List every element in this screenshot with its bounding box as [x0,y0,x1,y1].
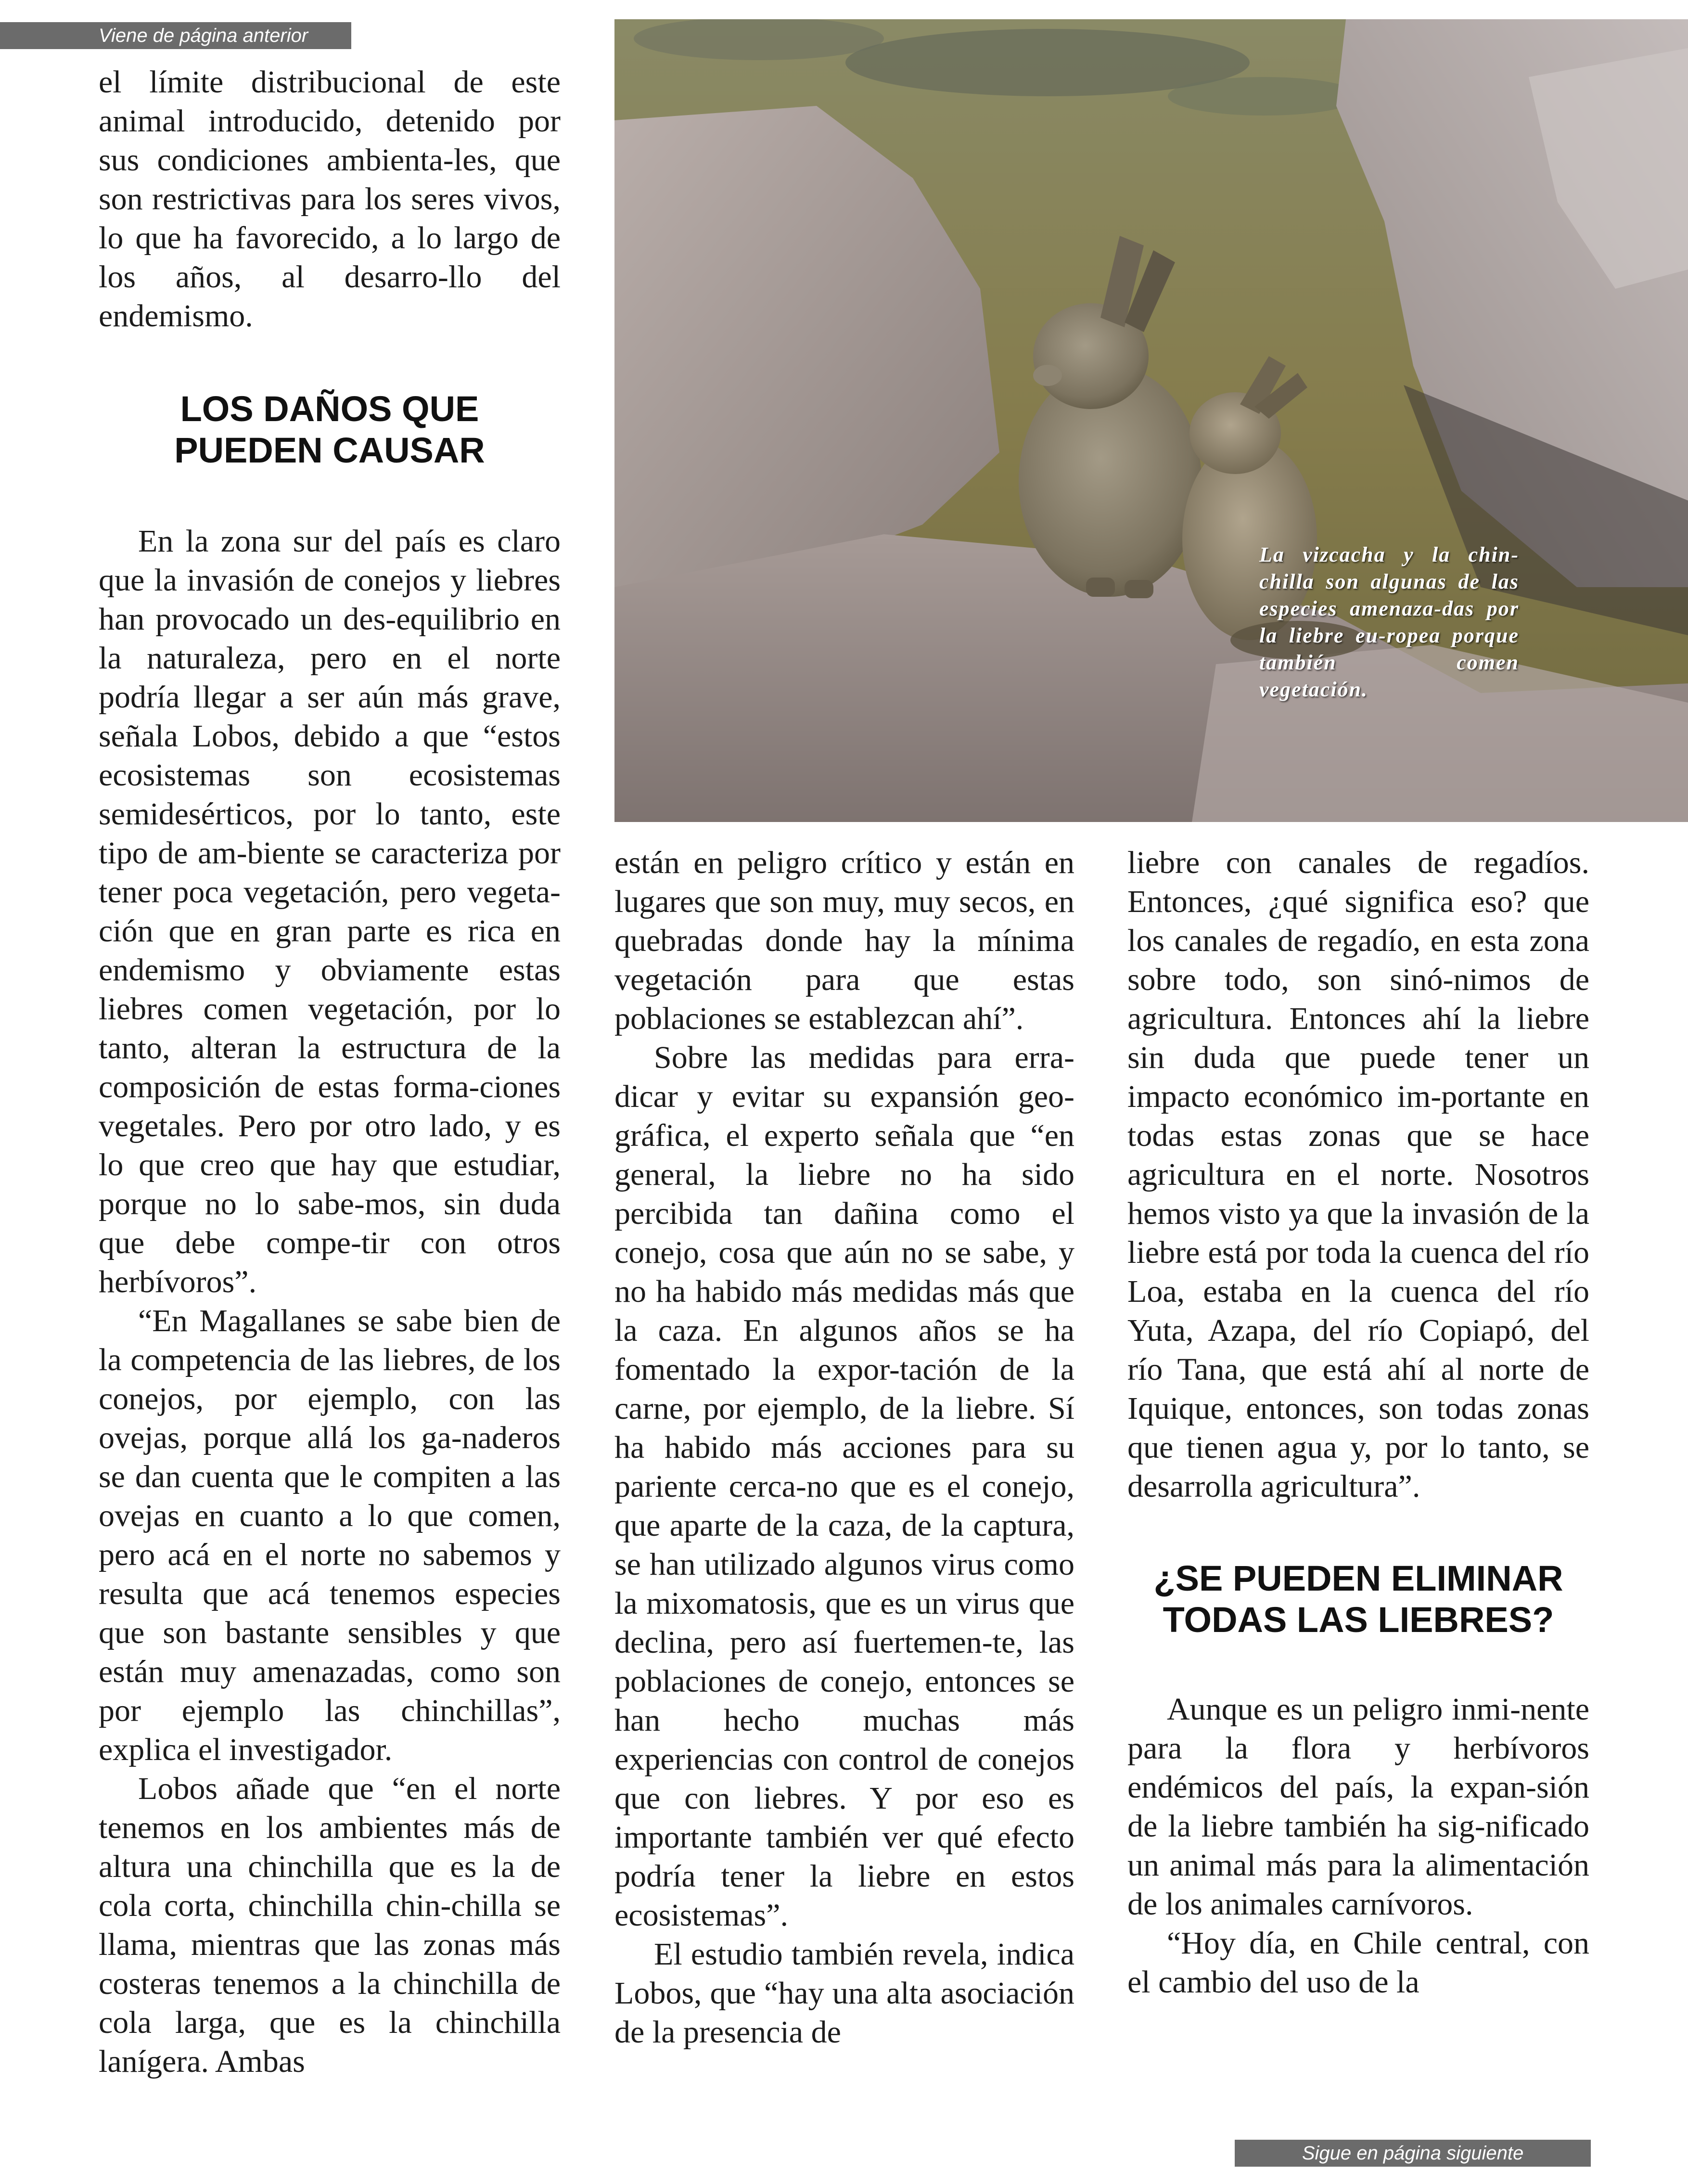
right-text-column [1127,843,1589,2002]
middle-text-column [614,843,1074,2052]
photo-caption: La vizcacha y la chin-chilla son algunas de las especies amenaza-das por la liebre eu-ropea porque también comen vegetación. [1259,543,1519,701]
section-heading-damages [99,388,561,471]
article-paragraph: están en peligro crítico y están en lugares que son muy, muy secos, en quebradas donde hay la mínima vegetación para que estas poblaciones se establezcan ahí”. [614,845,1074,1036]
continues-next-page-banner: Sigue en página siguiente [1235,2140,1591,2167]
article-paragraph: liebre con canales de regadíos. Entonces, ¿qué significa eso? que los canales de regadío, en esta zona sobre todo, son sinó-nimos de agricultura. Entonces ahí la liebre sin duda que puede tener un impacto económico im-portante en todas estas zonas que se hace agricultura en el norte. Nosotros hemos visto ya que la invasión de la liebre está por toda la cuenca del río Loa, estaba en la cuenca del río Yuta, Azapa, del río Copiapó, del río Tana, que está ahí al norte de Iquique, entonces, son todas zonas que tienen agua y, por lo tanto, se desarrolla agricultura”. [1127,845,1589,1504]
heading-line: PUEDEN CAUSAR [174,430,485,470]
article-paragraph: Sobre las medidas para erra-dicar y evitar su expansión geo-gráfica, el experto señala que “en general, la liebre no ha sido percibida tan dañina como el conejo, cosa que aún no se sabe, y no ha habido más medidas más que la caza. En algunos años se ha fomentado la expor-tación de la carne, por ejemplo, de la liebre. Sí ha habido más acciones para su pariente cerca-no que es el conejo, que aparte de la caza, de la captura, se han utilizado algunos virus como la mixomatosis, que es un virus que declina, pero así fuertemen-te, las poblaciones de conejo, entonces se han hecho muchas más experiencias con control de conejos que con liebres. Y por eso es importante también ver qué efecto podría tener la liebre en estos ecosistemas”. [614,1040,1074,1933]
article-paragraph: “Hoy día, en Chile central, con el cambio del uso de la [1127,1926,1589,2000]
photo-illustration [614,19,1688,822]
section-heading-eliminate-hares [1127,1558,1589,1641]
left-text-column [99,63,561,2081]
article-paragraph: Lobos añade que “en el norte tenemos en los ambientes más de altura una chinchilla que es la de cola corta, chinchilla chin-chilla se llama, mientras que las zonas más costeras tenemos a la chinchilla de cola larga, que es la chinchilla lanígera. Ambas [99,1771,561,2079]
article-paragraph: el límite distribucional de este animal introducido, detenido por sus condiciones ambienta-les, que son restrictivas para los seres vivos, lo que ha favorecido, a lo largo de los años, al desarro-llo del endemismo. [99,64,561,334]
article-paragraph: El estudio también revela, indica Lobos, que “hay una alta asociación de la presencia de [614,1937,1074,2050]
continued-from-previous-page-banner: Viene de página anterior [0,22,351,49]
heading-line: LOS DAÑOS QUE [180,389,479,429]
article-paragraph: En la zona sur del país es claro que la invasión de conejos y liebres han provocado un des-equilibrio en la naturaleza, pero en el norte podría llegar a ser aún más grave, señala Lobos, debido a que “estos ecosistemas son ecosistemas semidesérticos, por lo tanto, este tipo de am-biente se caracteriza por tener poca vegetación, pero vegeta-ción que en gran parte es rica en endemismo y obviamente estas liebres comen vegetación, por lo tanto, alteran la estructura de la composición de estas forma-ciones vegetales. Pero por otro lado, y es lo que creo que hay que estudiar, porque no lo sabe-mos, sin duda que debe compe-tir con otros herbívoros”. [99,524,561,1299]
article-paragraph: “En Magallanes se sabe bien de la competencia de las liebres, de los conejos, por ejemplo, con las ovejas, porque allá los ga-naderos se dan cuenta que le compiten a las ovejas en cuanto a lo que comen, pero acá en el norte no sabemos y resulta que acá tenemos especies que son bastante sensibles y que están muy amenazadas, como son por ejemplo las chinchillas”, explica el investigador. [99,1303,561,1767]
heading-line: ¿SE PUEDEN ELIMINAR [1153,1558,1563,1598]
heading-line: TODAS LAS LIEBRES? [1163,1600,1554,1640]
vizcacha-photo [614,19,1688,822]
article-paragraph: Aunque es un peligro inmi-nente para la flora y herbívoros endémicos del país, la expan-sión de la liebre también ha sig-nificado un animal más para la alimentación de los animales carnívoros. [1127,1692,1589,1922]
